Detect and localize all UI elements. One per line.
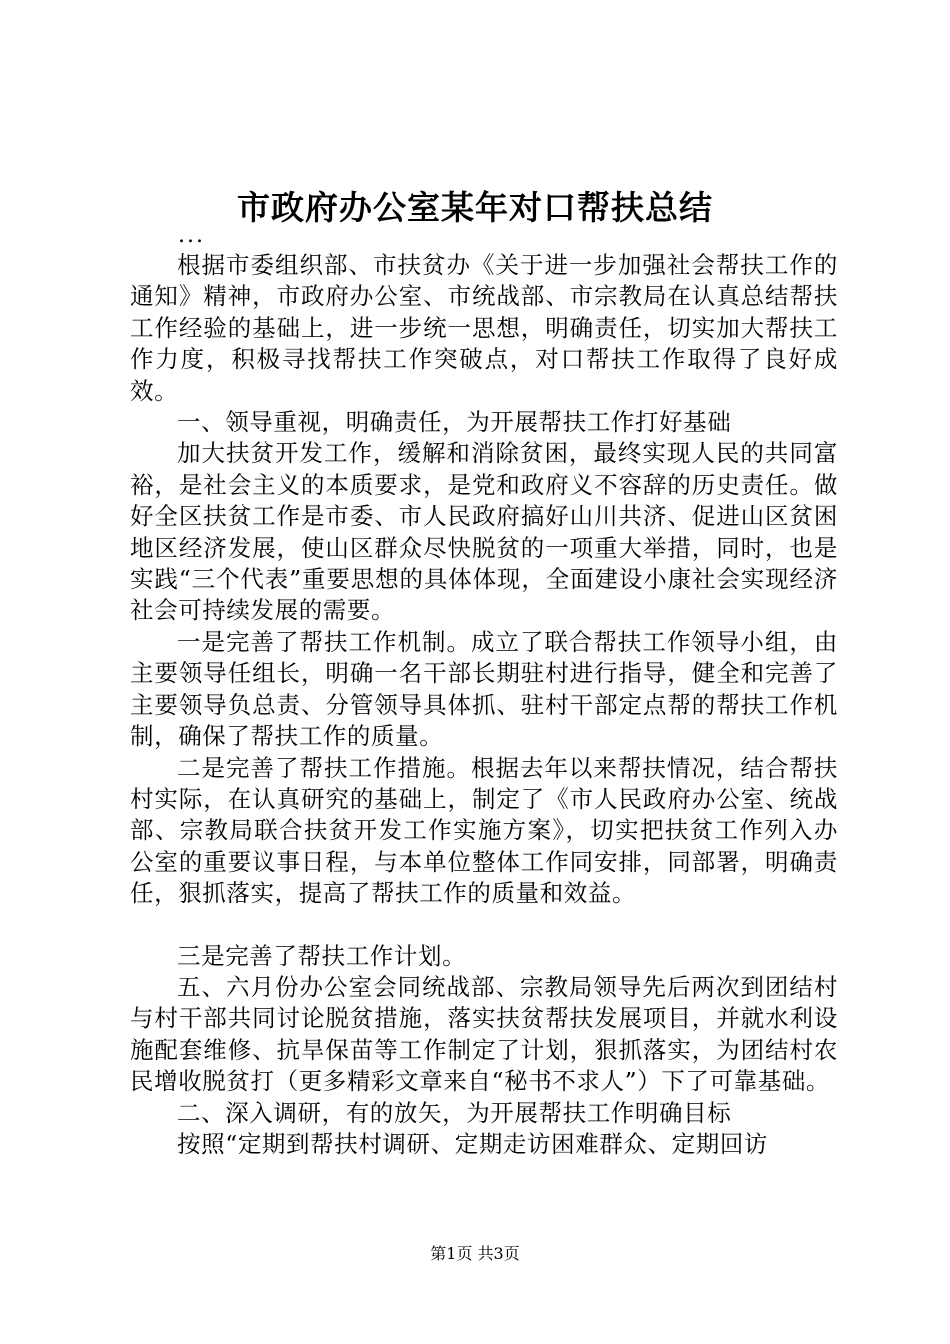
paragraph-june: 五、六月份办公室会同统战部、宗教局领导先后两次到团结村与村干部共同讨论脱贫措施，落实扶贫帮扶发展项目，并就水利设施配套维修、抗旱保苗等工作制定了计划，狠抓落实，为团结村农民增收脱贫打（更多精彩文章来自“秘书不求人”）下了可靠基础。 [130, 972, 838, 1096]
ellipsis-marker: ... [178, 223, 205, 248]
paragraph-mechanism: 一是完善了帮扶工作机制。成立了联合帮扶工作领导小组，由主要领导任组长，明确一名干部长期驻村进行指导，健全和完善了主要领导负总责、分管领导具体抓、驻村干部定点帮的帮扶工作机制，确保了帮扶工作的质量。 [130, 627, 838, 751]
paragraph-plan: 三是完善了帮扶工作计划。 [177, 941, 467, 970]
paragraph-intro: 根据市委组织部、市扶贫办《关于进一步加强社会帮扶工作的通知》精神，市政府办公室、市统战部、市宗教局在认真总结帮扶工作经验的基础上，进一步统一思想，明确责任，切实加大帮扶工作力度，积极寻找帮扶工作突破点，对口帮扶工作取得了良好成效。 [130, 251, 838, 405]
document-body [130, 250, 838, 1160]
section-heading-1: 一、领导重视，明确责任，为开展帮扶工作打好基础 [177, 408, 732, 437]
paragraph-research: 按照“定期到帮扶村调研、定期走访困难群众、定期回访 [177, 1129, 769, 1158]
section-heading-2: 二、深入调研，有的放矢，为开展帮扶工作明确目标 [177, 1098, 732, 1127]
page-number: 第1页 共3页 [430, 1244, 520, 1263]
paragraph-measures: 二是完善了帮扶工作措施。根据去年以来帮扶情况，结合帮扶村实际，在认真研究的基础上，制定了《市人民政府办公室、统战部、宗教局联合扶贫开发工作实施方案》，切实把扶贫工作列入办公室的重要议事日程，与本单位整体工作同安排，同部署，明确责任，狠抓落实，提高了帮扶工作的质量和效益。 [130, 753, 838, 908]
document-title: 市政府办公室某年对口帮扶总结 [237, 188, 713, 227]
paragraph-poverty-relief: 加大扶贫开发工作，缓解和消除贫困，最终实现人民的共同富裕，是社会主义的本质要求，是党和政府义不容辞的历史责任。做好全区扶贫工作是市委、市人民政府搞好山川共济、促进山区贫困地区经济发展，使山区群众尽快脱贫的一项重大举措，同时，也是实践“三个代表”重要思想的具体体现，全面建设小康社会实现经济社会可持续发展的需要。 [130, 439, 838, 625]
